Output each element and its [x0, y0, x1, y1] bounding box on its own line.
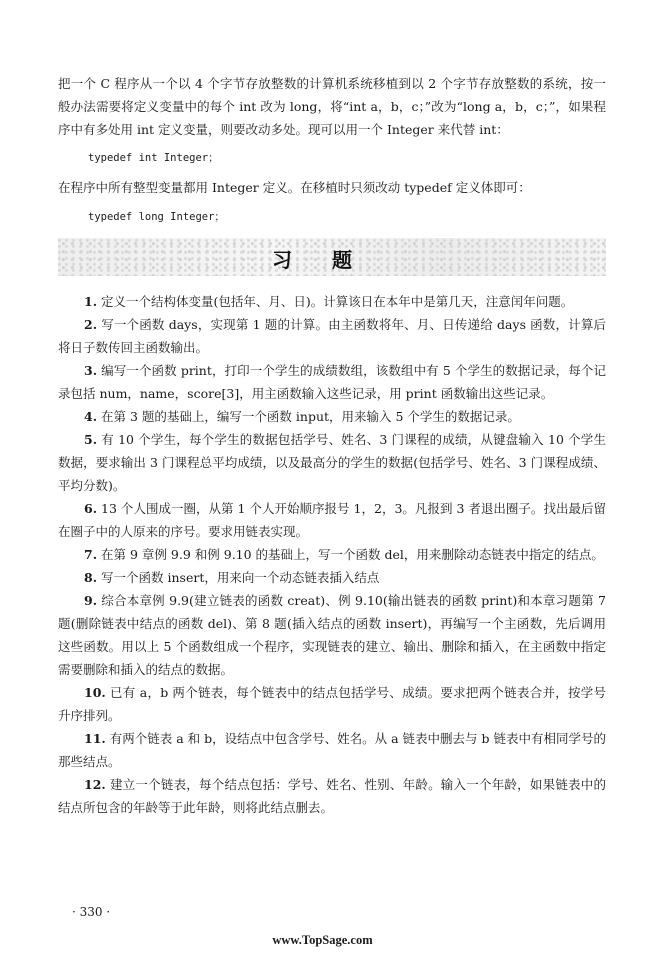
code-line-1: typedef int Integer； [88, 152, 219, 164]
exercise-text: 13 个人围成一圈，从第 1 个人开始顺序报号 1，2，3。凡报到 3 者退出圈子。找出最后留在圈子中的人原来的序号。要求用链表实现。 [58, 501, 606, 539]
exercise-number: 7. [84, 547, 98, 562]
site-url: www.TopSage.com [272, 933, 373, 947]
exercise-number: 5. [84, 432, 98, 447]
code-line-2: typedef long Integer； [88, 211, 225, 223]
section-banner [58, 238, 606, 276]
exercise-number: 11. [84, 731, 106, 746]
exercise-item [58, 313, 606, 359]
exercise-text: 已有 a，b 两个链表，每个链表中的结点包括学号、成绩。要求把两个链表合并，按学号升序排列。 [58, 685, 606, 723]
exercise-number: 1. [84, 294, 98, 309]
exercise-text: 有两个链表 a 和 b，设结点中包含学号、姓名。从 a 链表中删去与 b 链表中有相同学号的那些结点。 [58, 731, 606, 769]
exercise-number: 4. [84, 409, 98, 424]
exercise-number: 10. [84, 685, 106, 700]
exercise-text: 写一个函数 days，实现第 1 题的计算。由主函数将年、月、日传递给 days 函数，计算后将日子数传回主函数输出。 [58, 317, 606, 355]
exercise-text: 在第 9 章例 9.9 和例 9.10 的基础上，写一个函数 del，用来删除动态链表中指定的结点。 [97, 547, 604, 562]
exercise-item [58, 359, 606, 405]
intro-paragraph-1: 把一个 C 程序从一个以 4 个字节存放整数的计算机系统移植到以 2 个字节存放整数的系统，按一般办法需要将定义变量中的每个 int 改为 long，将“int a，b，c；”改为“long a，b，c；”，如果程序中有多处用 int 定义变量，则要改动多处。现可以用一个 Integer 来代替 int： [58, 76, 606, 137]
exercise-text: 综合本章例 9.9(建立链表的函数 creat)、例 9.10(输出链表的函数 print)和本章习题第 7 题(删除链表中结点的函数 del)、第 8 题(插入结点的函数 insert)，再编写一个主函数，先后调用这些函数。用以上 5 个函数组成一个程序，实现链表的建立、输出、删除和插入，在主函数中指定需要删除和插入的结点的数据。 [58, 593, 606, 677]
exercise-number: 3. [84, 363, 98, 378]
exercise-item [58, 681, 606, 727]
exercise-item [58, 543, 606, 566]
exercise-list [58, 290, 606, 819]
exercise-text: 写一个函数 insert，用来向一个动态链表插入结点 [97, 570, 380, 585]
exercise-text: 定义一个结构体变量(包括年、月、日)。计算该日在本年中是第几天，注意闰年问题。 [97, 294, 574, 309]
section-title: 习题 [272, 248, 392, 272]
exercise-item [58, 566, 606, 589]
exercise-text: 建立一个链表，每个结点包括：学号、姓名、性别、年龄。输入一个年龄，如果链表中的结点所包含的年龄等于此年龄，则将此结点删去。 [58, 777, 606, 815]
exercise-number: 2. [84, 317, 98, 332]
exercise-item [58, 428, 606, 497]
exercise-item [58, 290, 606, 313]
exercise-number: 9. [84, 593, 98, 608]
exercise-number: 6. [84, 501, 98, 516]
exercise-text: 在第 3 题的基础上，编写一个函数 input，用来输入 5 个学生的数据记录。 [97, 409, 520, 424]
intro-paragraph-2: 在程序中所有整型变量都用 Integer 定义。在移植时只须改动 typedef 定义体即可： [58, 180, 531, 195]
exercise-item [58, 497, 606, 543]
exercise-item [58, 405, 606, 428]
exercise-number: 8. [84, 570, 98, 585]
exercise-item [58, 589, 606, 681]
page-number: · 330 · [72, 905, 111, 919]
exercise-item [58, 727, 606, 773]
exercise-item [58, 773, 606, 819]
exercise-text: 有 10 个学生，每个学生的数据包括学号、姓名、3 门课程的成绩，从键盘输入 10 个学生数据，要求输出 3 门课程总平均成绩，以及最高分的学生的数据(包括学号、姓名、3 门课程成绩、平均分数)。 [58, 432, 606, 493]
exercise-text: 编写一个函数 print，打印一个学生的成绩数组，该数组中有 5 个学生的数据记录，每个记录包括 num，name，score[3]，用主函数输入这些记录，用 print 函数输出这些记录。 [58, 363, 606, 401]
exercise-number: 12. [84, 777, 106, 792]
